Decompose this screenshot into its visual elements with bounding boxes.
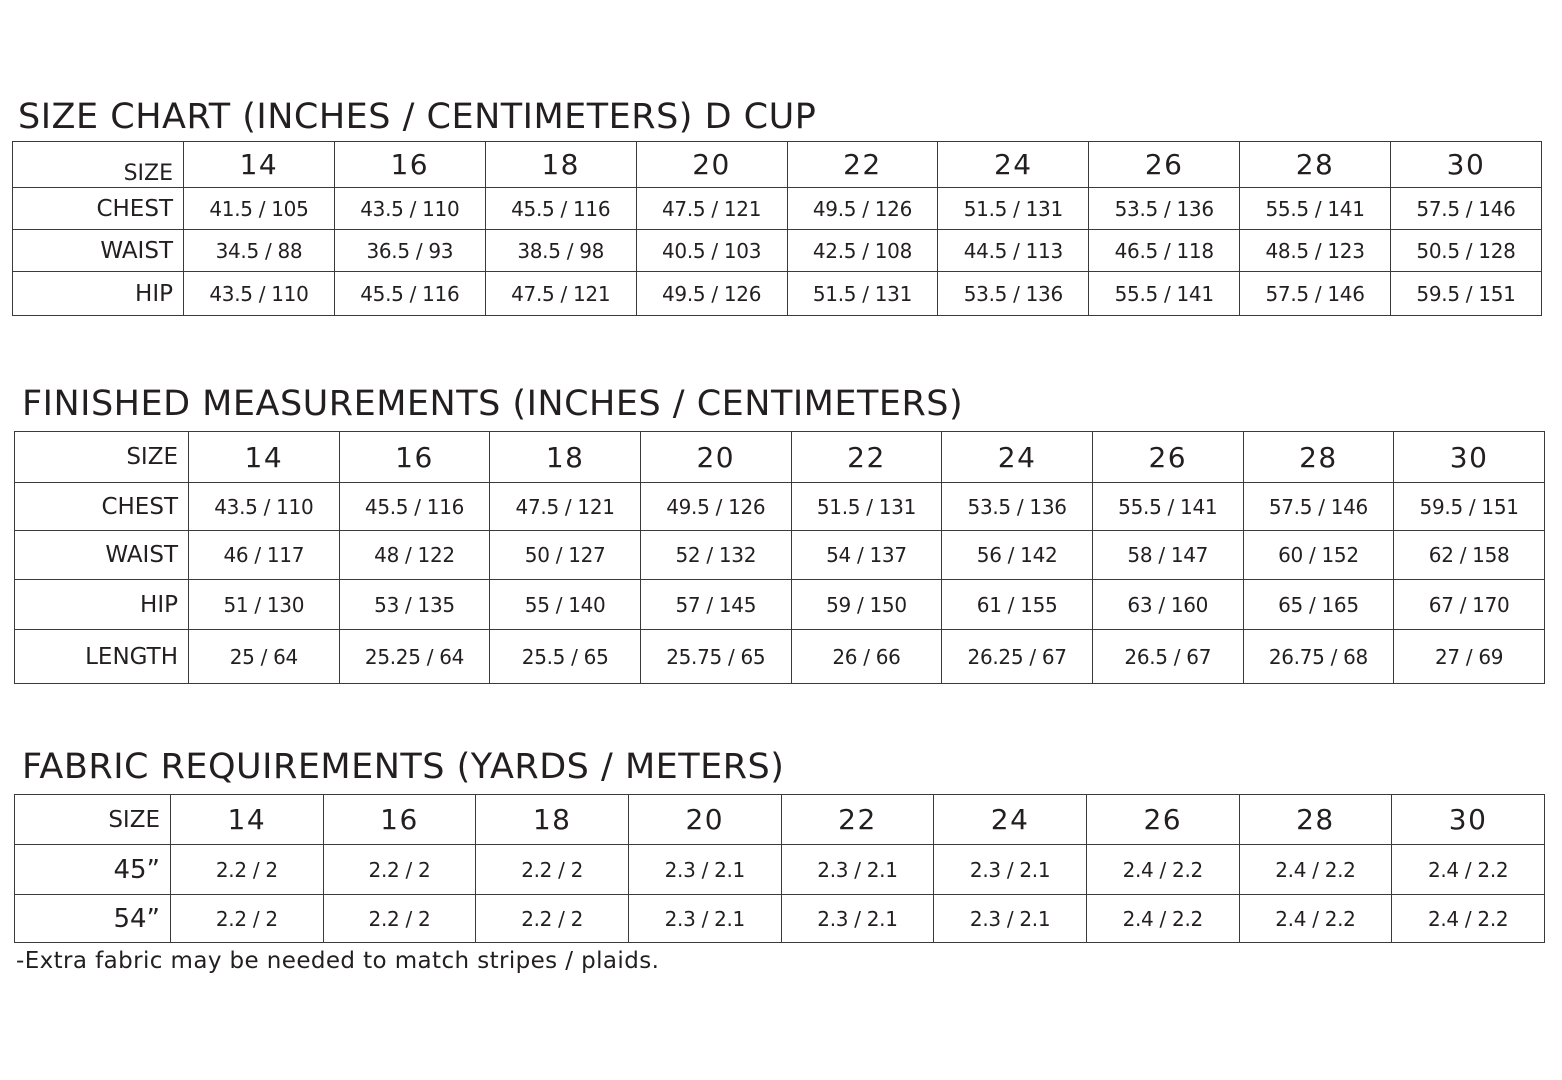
size-cell: 18 xyxy=(490,432,641,483)
row-label: CHEST xyxy=(15,483,189,531)
table-cell: 53.5 / 136 xyxy=(1089,188,1240,230)
size-cell: 22 xyxy=(781,795,934,845)
table-cell: 25.25 / 64 xyxy=(339,630,490,684)
finished-measurements-table xyxy=(14,431,1545,684)
size-label: SIZE xyxy=(13,142,184,188)
size-cell: 14 xyxy=(171,795,324,845)
size-label: SIZE xyxy=(15,795,171,845)
table-cell: 63 / 160 xyxy=(1092,580,1243,630)
table-cell: 55.5 / 141 xyxy=(1089,272,1240,316)
table-cell: 59.5 / 151 xyxy=(1394,483,1545,531)
size-cell: 26 xyxy=(1086,795,1239,845)
table-cell: 27 / 69 xyxy=(1394,630,1545,684)
table-cell: 2.2 / 2 xyxy=(476,845,629,895)
row-label: WAIST xyxy=(15,531,189,580)
table-cell: 57.5 / 146 xyxy=(1240,272,1391,316)
row-label: CHEST xyxy=(13,188,184,230)
table-cell: 45.5 / 116 xyxy=(334,272,485,316)
table-cell: 48.5 / 123 xyxy=(1240,230,1391,272)
size-cell: 14 xyxy=(189,432,340,483)
table-cell: 62 / 158 xyxy=(1394,531,1545,580)
table-cell: 25.75 / 65 xyxy=(640,630,791,684)
size-cell: 18 xyxy=(476,795,629,845)
table-cell: 2.3 / 2.1 xyxy=(781,895,934,943)
table-cell: 55.5 / 141 xyxy=(1240,188,1391,230)
table-cell: 43.5 / 110 xyxy=(334,188,485,230)
size-cell: 30 xyxy=(1391,142,1542,188)
table-cell: 53.5 / 136 xyxy=(938,272,1089,316)
table-cell: 2.4 / 2.2 xyxy=(1239,895,1392,943)
size-row xyxy=(15,795,1545,845)
table-cell: 54 / 137 xyxy=(791,531,942,580)
table-cell: 49.5 / 126 xyxy=(636,272,787,316)
table-cell: 2.4 / 2.2 xyxy=(1392,845,1545,895)
table-cell: 49.5 / 126 xyxy=(787,188,938,230)
table-cell: 25 / 64 xyxy=(189,630,340,684)
row-label: LENGTH xyxy=(15,630,189,684)
row-label: HIP xyxy=(13,272,184,316)
table-cell: 57.5 / 146 xyxy=(1243,483,1394,531)
table-cell: 57.5 / 146 xyxy=(1391,188,1542,230)
table-cell: 44.5 / 113 xyxy=(938,230,1089,272)
row-label: 45” xyxy=(15,845,171,895)
table-cell: 43.5 / 110 xyxy=(184,272,335,316)
table-cell: 2.2 / 2 xyxy=(476,895,629,943)
size-cell: 30 xyxy=(1394,432,1545,483)
row-label: 54” xyxy=(15,895,171,943)
table-cell: 26 / 66 xyxy=(791,630,942,684)
table-cell: 60 / 152 xyxy=(1243,531,1394,580)
fabric-45-row xyxy=(15,845,1545,895)
table-cell: 47.5 / 121 xyxy=(636,188,787,230)
table-cell: 2.2 / 2 xyxy=(323,895,476,943)
table-cell: 51.5 / 131 xyxy=(787,272,938,316)
size-label: SIZE xyxy=(15,432,189,483)
table-cell: 2.3 / 2.1 xyxy=(628,845,781,895)
table-cell: 52 / 132 xyxy=(640,531,791,580)
table-cell: 2.2 / 2 xyxy=(171,845,324,895)
size-cell: 16 xyxy=(334,142,485,188)
table-cell: 45.5 / 116 xyxy=(485,188,636,230)
size-cell: 24 xyxy=(938,142,1089,188)
waist-row xyxy=(13,230,1542,272)
hip-row xyxy=(15,580,1545,630)
table-cell: 26.5 / 67 xyxy=(1092,630,1243,684)
size-cell: 30 xyxy=(1392,795,1545,845)
table-cell: 42.5 / 108 xyxy=(787,230,938,272)
size-cell: 24 xyxy=(942,432,1093,483)
table-cell: 61 / 155 xyxy=(942,580,1093,630)
table-cell: 65 / 165 xyxy=(1243,580,1394,630)
fabric-note: -Extra fabric may be needed to match stripes / plaids. xyxy=(16,948,660,974)
table-cell: 2.4 / 2.2 xyxy=(1086,845,1239,895)
table-cell: 2.3 / 2.1 xyxy=(934,845,1087,895)
table-cell: 2.2 / 2 xyxy=(171,895,324,943)
fabric-54-row xyxy=(15,895,1545,943)
waist-row xyxy=(15,531,1545,580)
table-cell: 46 / 117 xyxy=(189,531,340,580)
size-cell: 16 xyxy=(323,795,476,845)
table-cell: 2.2 / 2 xyxy=(323,845,476,895)
size-cell: 26 xyxy=(1092,432,1243,483)
table-cell: 25.5 / 65 xyxy=(490,630,641,684)
table-cell: 2.4 / 2.2 xyxy=(1086,895,1239,943)
table-cell: 41.5 / 105 xyxy=(184,188,335,230)
size-cell: 24 xyxy=(934,795,1087,845)
table-cell: 46.5 / 118 xyxy=(1089,230,1240,272)
length-row xyxy=(15,630,1545,684)
table-cell: 59.5 / 151 xyxy=(1391,272,1542,316)
table-cell: 38.5 / 98 xyxy=(485,230,636,272)
table-cell: 56 / 142 xyxy=(942,531,1093,580)
table-cell: 59 / 150 xyxy=(791,580,942,630)
table-cell: 26.75 / 68 xyxy=(1243,630,1394,684)
finished-measurements-title: FINISHED MEASUREMENTS (INCHES / CENTIMETERS) xyxy=(22,384,964,424)
fabric-requirements-title: FABRIC REQUIREMENTS (YARDS / METERS) xyxy=(22,747,785,787)
table-cell: 55.5 / 141 xyxy=(1092,483,1243,531)
size-cell: 20 xyxy=(640,432,791,483)
size-row xyxy=(15,432,1545,483)
table-cell: 43.5 / 110 xyxy=(189,483,340,531)
table-cell: 2.4 / 2.2 xyxy=(1392,895,1545,943)
size-cell: 28 xyxy=(1239,795,1392,845)
size-cell: 20 xyxy=(636,142,787,188)
size-cell: 28 xyxy=(1240,142,1391,188)
size-cell: 22 xyxy=(791,432,942,483)
table-cell: 48 / 122 xyxy=(339,531,490,580)
table-cell: 49.5 / 126 xyxy=(640,483,791,531)
table-cell: 51.5 / 131 xyxy=(791,483,942,531)
table-cell: 51.5 / 131 xyxy=(938,188,1089,230)
chest-row xyxy=(13,188,1542,230)
table-cell: 2.3 / 2.1 xyxy=(934,895,1087,943)
table-cell: 53.5 / 136 xyxy=(942,483,1093,531)
table-cell: 58 / 147 xyxy=(1092,531,1243,580)
table-cell: 45.5 / 116 xyxy=(339,483,490,531)
table-cell: 40.5 / 103 xyxy=(636,230,787,272)
size-chart-title: SIZE CHART (INCHES / CENTIMETERS) D CUP xyxy=(18,97,817,137)
fabric-requirements-table xyxy=(14,794,1545,943)
table-cell: 34.5 / 88 xyxy=(184,230,335,272)
table-cell: 26.25 / 67 xyxy=(942,630,1093,684)
table-cell: 47.5 / 121 xyxy=(485,272,636,316)
size-cell: 14 xyxy=(184,142,335,188)
table-cell: 2.3 / 2.1 xyxy=(781,845,934,895)
size-cell: 20 xyxy=(628,795,781,845)
size-cell: 26 xyxy=(1089,142,1240,188)
row-label: WAIST xyxy=(13,230,184,272)
size-cell: 28 xyxy=(1243,432,1394,483)
table-cell: 67 / 170 xyxy=(1394,580,1545,630)
size-cell: 16 xyxy=(339,432,490,483)
table-cell: 2.4 / 2.2 xyxy=(1239,845,1392,895)
table-cell: 51 / 130 xyxy=(189,580,340,630)
table-cell: 57 / 145 xyxy=(640,580,791,630)
table-cell: 53 / 135 xyxy=(339,580,490,630)
size-row xyxy=(13,142,1542,188)
size-cell: 18 xyxy=(485,142,636,188)
table-cell: 55 / 140 xyxy=(490,580,641,630)
hip-row xyxy=(13,272,1542,316)
table-cell: 36.5 / 93 xyxy=(334,230,485,272)
size-chart-table xyxy=(12,141,1542,316)
chest-row xyxy=(15,483,1545,531)
table-cell: 47.5 / 121 xyxy=(490,483,641,531)
size-cell: 22 xyxy=(787,142,938,188)
row-label: HIP xyxy=(15,580,189,630)
table-cell: 50 / 127 xyxy=(490,531,641,580)
table-cell: 2.3 / 2.1 xyxy=(628,895,781,943)
table-cell: 50.5 / 128 xyxy=(1391,230,1542,272)
